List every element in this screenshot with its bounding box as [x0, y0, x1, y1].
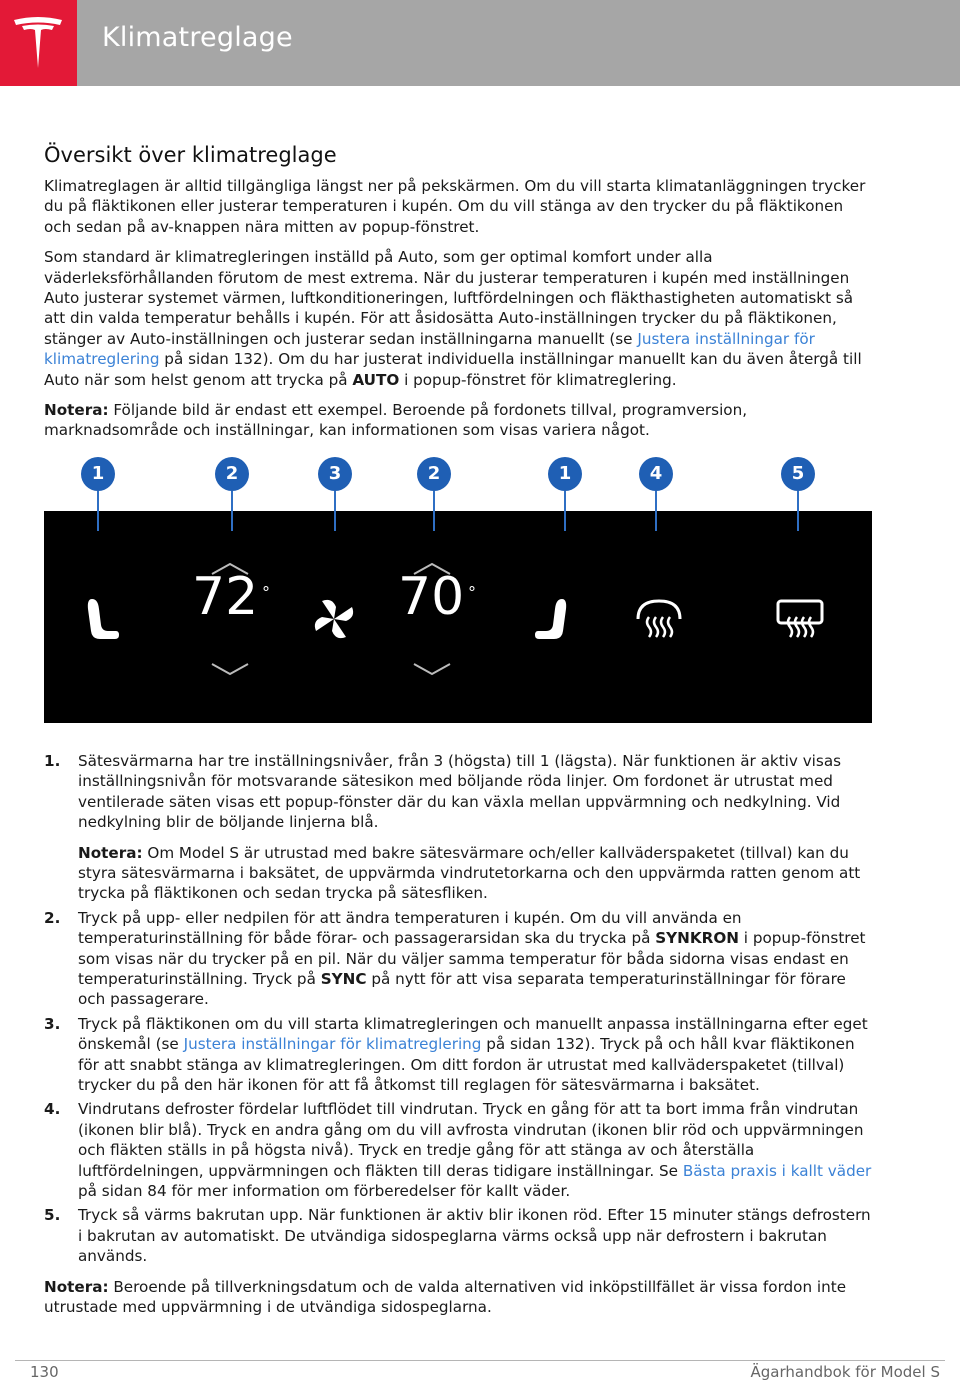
seat-heater-left-icon[interactable] [84, 595, 122, 643]
chapter-title: Klimatreglage [102, 22, 293, 53]
main-content [44, 140, 872, 1327]
temp-down-left-chevron-icon[interactable] [208, 661, 252, 677]
manual-title: Ägarhandbok för Model S [750, 1363, 940, 1381]
callout-line [655, 491, 657, 531]
auto-label: AUTO [352, 370, 400, 389]
text: på sidan 84 för mer information om förberedelser för kallt väder. [78, 1182, 571, 1200]
page-header [0, 0, 960, 86]
driver-temp: 72 [192, 566, 259, 627]
text: i popup-fönstret som visas när du trycker på en pil. När du väljer samma temperatur för båda sidorna visas endast en temperaturinställning. Tryck på [78, 929, 866, 988]
callout-1-right: 1 [548, 457, 582, 491]
auto-paragraph [44, 247, 872, 390]
note-paragraph [44, 400, 872, 441]
front-defrost-icon[interactable] [634, 597, 684, 641]
item-text [78, 908, 872, 1010]
section-heading: Översikt över klimatreglage [44, 143, 337, 167]
list-item [44, 1099, 872, 1201]
footer-divider [15, 1360, 945, 1361]
item-number: 2. [44, 908, 61, 927]
link-climate-settings[interactable]: Justera inställningar för klimatreglering [183, 1035, 482, 1054]
callout-1-left: 1 [81, 457, 115, 491]
note-text: Om Model S är utrustad med bakre sätesvärmare och/eller kallväderspaketet (tillval) kan du styra sätesvärmarna i baksätet, de uppvärmda vindrutetorkarna och den uppvärmda ratten genom att trycka på fläktikonen och sedan trycka på sätesfliken. [78, 843, 861, 903]
item-note [78, 843, 872, 904]
final-note [44, 1277, 872, 1318]
item-text [78, 1099, 872, 1201]
callout-line [231, 491, 233, 531]
item-number: 4. [44, 1100, 61, 1119]
callout-2-right: 2 [417, 457, 451, 491]
tesla-t-icon [12, 16, 64, 70]
link-cold-weather[interactable]: Bästa praxis i kallt väder [682, 1161, 872, 1180]
link-climate-settings[interactable]: Justera inställningar för klimatreglering [44, 329, 815, 369]
callout-3: 3 [318, 457, 352, 491]
list-item [44, 908, 872, 1010]
note-label: Notera: [44, 401, 109, 420]
note-label: Notera: [44, 1277, 109, 1296]
fan-icon[interactable] [312, 597, 356, 641]
text: på nytt för att visa separata temperaturinställningar för förare och passagerare. [78, 969, 846, 1009]
text: på sidan 132). Om du har justerat individuella inställningar manuellt kan du även återgå till Auto när som helst genom att trycka på [44, 350, 862, 389]
item-number: 3. [44, 1014, 61, 1033]
tesla-logo [0, 0, 77, 86]
temp-down-right-chevron-icon[interactable] [410, 661, 454, 677]
callout-line [564, 491, 566, 531]
passenger-temp: 70 [398, 566, 465, 627]
callout-2-left: 2 [215, 457, 249, 491]
note-text: Beroende på tillverkningsdatum och de valda alternativen vid inköpstillfället är vissa fordon inte utrustade med uppvärmning i de utvändiga sidospeglarna. [44, 1277, 847, 1317]
item-number: 1. [44, 751, 61, 770]
intro-paragraph: Klimatreglagen är alltid tillgängliga längst ner på pekskärmen. Om du vill starta klimatanläggningen trycker du på fläktikonen eller justerar temperaturen i kupén. Om du vill stänga av den trycker du på fläktikonen och sedan på av-knappen nära mitten av popup-fönstret. [44, 177, 866, 236]
callout-line [797, 491, 799, 531]
text: Som standard är klimatregleringen inställd på Auto, som ger optimal komfort under alla väderleksförhållanden förutom de mest extrema. När du justerar temperaturen i kupén med inställningen Auto justerar systemet värmen, luftkonditioneringen, luftfördelningen och fläkthastigheten automatiskt så att din valda temperatur behålls i kupén. För att åsidosätta Auto-inställningen trycker du på fläktikonen, stänger av Auto-inställningen och justerar sedan inställningarna manuellt (se [44, 248, 854, 348]
list-item [44, 751, 872, 904]
text: i popup-fönstret för klimatreglering. [399, 370, 677, 389]
synkron-label: SYNKRON [655, 929, 739, 948]
callout-line [334, 491, 336, 531]
climate-controls-figure [44, 457, 872, 737]
sync-label: SYNC [320, 969, 367, 988]
degree-symbol: ° [468, 582, 476, 602]
note-label: Notera: [78, 843, 143, 862]
page-number: 130 [30, 1363, 59, 1381]
text: Vindrutans defroster fördelar luftflödet till vindrutan. Tryck en gång för att ta bort imma från vindrutan (ikonen blir blå). Tryck en andra gång om du vill avfrosta vindrutan (ikonen blir röd och uppvärmningen och fläkten ställs in på högsta nivå). Tryck en tredje gång för att stänga av och återställa luftfördelningen, uppvärmningen och fläkten till deras tidigare inställningar. Se [78, 1100, 864, 1180]
item-text: Sätesvärmarna har tre inställningsnivåer, från 3 (högsta) till 1 (lägsta). När funktionen är aktiv visas inställningsnivån för motsvarande sätesikon med böljande röda linjer. Om fordonet är utrustat med ventilerade säten visas ett popup-fönster där du kan växla mellan uppvärmning och nedkylning. Vid nedkylning blir de böljande linjerna blå. [78, 751, 842, 832]
item-number: 5. [44, 1206, 61, 1225]
callout-5: 5 [781, 457, 815, 491]
callout-line [433, 491, 435, 531]
callout-4: 4 [639, 457, 673, 491]
list-item [44, 1014, 872, 1096]
note-text: Följande bild är endast ett exempel. Beroende på fordonets tillval, programversion, marknadsområde och inställningar, kan informationen som visas variera något. [44, 401, 748, 440]
seat-heater-right-icon[interactable] [532, 595, 570, 643]
item-text: Tryck så värms bakrutan upp. När funktionen är aktiv blir ikonen röd. Efter 15 minuter stängs defrostern i bakrutan av automatiskt. De utvändiga sidospeglarna värms också upp när defrostern i bakrutan används. [78, 1206, 871, 1266]
item-text [78, 1014, 872, 1096]
text: Tryck på upp- eller nedpilen för att ändra temperaturen i kupén. Om du vill använda en temperaturinställning för både förar- och passagerarsidan ska du trycka på [78, 908, 742, 948]
text: Tryck på fläktikonen om du vill starta klimatregleringen och manuellt anpassa inställningarna efter eget önskemål (se [78, 1014, 868, 1054]
list-item [44, 1205, 872, 1266]
degree-symbol: ° [262, 582, 270, 602]
text: på sidan 132). Tryck på och håll kvar fläktikonen för att snabbt stänga av klimatregleringen. Om ditt fordon är utrustat med kallväderspaketet (tillval) trycker du på den här ikonen för att få åtkomst till reglagen för sätesvärmarna i baksätet. [78, 1035, 855, 1094]
rear-defrost-icon[interactable] [774, 597, 826, 641]
callout-line [97, 491, 99, 531]
callout-descriptions [44, 751, 872, 1267]
